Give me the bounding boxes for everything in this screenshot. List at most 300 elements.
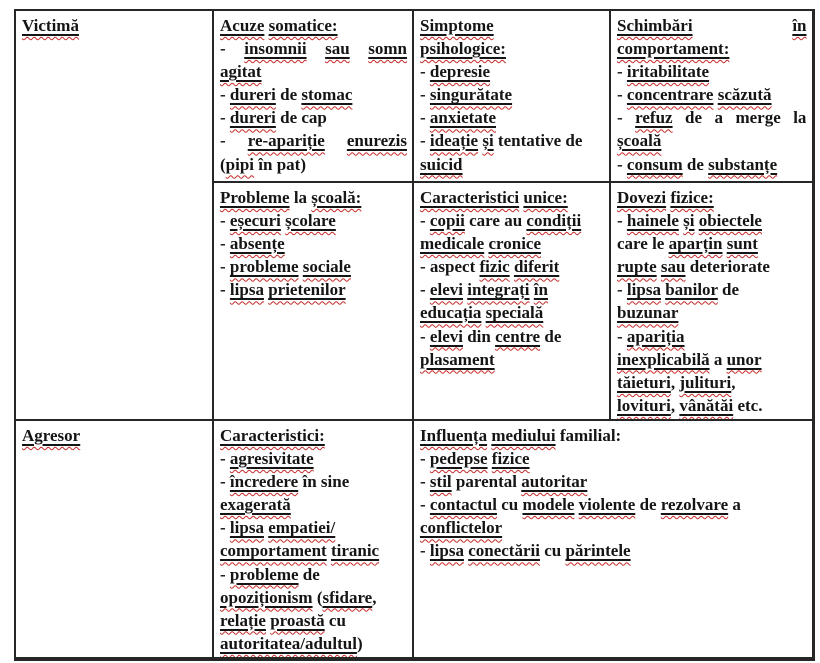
underlined-text: refuz: [635, 108, 673, 128]
text-line: [617, 106, 807, 129]
text-segment: [522, 495, 574, 514]
text-segment: -: [617, 211, 627, 231]
text-segment: [311, 188, 361, 207]
underlined-text: inexplicabilă: [617, 349, 710, 369]
text-line: [220, 493, 407, 516]
underlined-text: sociale: [302, 257, 351, 277]
underlined-text: aparțin: [668, 234, 723, 254]
text-segment: [661, 495, 728, 514]
text-segment: [523, 188, 567, 207]
underlined-text: obiectele: [698, 211, 762, 231]
text-segment: cu: [324, 610, 346, 630]
text-segment: de: [540, 326, 562, 346]
text-segment: -: [420, 108, 430, 128]
cell-simptome-psihologice: [413, 10, 610, 182]
underlined-text: somatice:: [268, 16, 338, 35]
text-segment: a: [728, 495, 741, 515]
underlined-text: Agresor: [22, 425, 81, 445]
underlined-text: Caracteristici: [420, 188, 520, 207]
text-segment: [230, 211, 281, 230]
text-segment: deteriorate: [685, 257, 770, 277]
text-line: [420, 106, 604, 129]
text-segment: (: [220, 154, 226, 174]
text-segment: pipi: [225, 154, 255, 174]
text-segment: [220, 62, 262, 81]
underlined-text: hainele: [626, 211, 679, 231]
text-segment: a: [709, 349, 727, 369]
text-segment: [665, 280, 718, 299]
text-segment: -: [220, 85, 230, 105]
text-segment: [420, 426, 487, 445]
text-segment: ,: [372, 587, 377, 607]
underlined-text: pedepse: [429, 449, 488, 469]
text-segment: [617, 396, 671, 415]
text-segment: [495, 327, 540, 346]
text-segment: [467, 280, 529, 299]
text-line: [220, 60, 407, 83]
text-segment: din: [462, 326, 496, 346]
text-segment: (: [312, 587, 323, 607]
text-segment: în sine: [298, 472, 350, 492]
text-segment: [617, 14, 693, 37]
text-segment: [492, 449, 530, 468]
text-line: [220, 106, 407, 129]
underlined-text: stomac: [301, 85, 353, 105]
underlined-text: dureri: [229, 85, 276, 105]
text-segment: [420, 234, 484, 253]
text-segment: [534, 280, 548, 299]
text-segment: [230, 565, 299, 584]
text-segment: -: [220, 472, 230, 492]
text-segment: [331, 541, 379, 560]
underlined-text: și: [482, 131, 494, 151]
text-line: [220, 586, 407, 609]
underlined-text: buzunar: [617, 303, 679, 323]
underlined-text: medicale: [420, 234, 485, 254]
text-line: [420, 278, 604, 301]
underlined-text: ideație: [429, 131, 479, 151]
text-segment: -: [420, 449, 430, 469]
underlined-text: sau: [325, 39, 350, 59]
text-segment: [679, 396, 733, 415]
text-segment: [430, 541, 464, 560]
text-segment: cu: [496, 495, 523, 515]
underlined-text: consum: [626, 154, 683, 174]
underlined-text: probleme: [229, 564, 299, 584]
text-segment: -: [420, 495, 430, 515]
text-segment: [669, 234, 723, 253]
text-segment: [270, 611, 324, 630]
underlined-text: modele: [522, 495, 575, 515]
text-segment: [627, 211, 679, 230]
underlined-text: lipsa: [429, 541, 464, 561]
text-segment: merge: [735, 108, 781, 128]
text-line: [220, 232, 407, 255]
text-segment: -: [617, 108, 623, 128]
text-segment: [627, 85, 714, 104]
text-line: [617, 371, 807, 394]
text-line: [420, 255, 604, 278]
underlined-text: dureri: [229, 108, 276, 128]
text-line: [220, 424, 407, 447]
underlined-text: sfidare: [322, 587, 373, 607]
text-line: [220, 447, 407, 470]
underlined-text: violente: [578, 495, 636, 515]
underlined-text: concentrare: [626, 85, 714, 105]
underlined-text: autoritatea/adultul: [220, 633, 357, 653]
text-segment: la: [793, 108, 807, 128]
underlined-text: insomnii: [244, 39, 307, 59]
underlined-text: plasament: [420, 349, 495, 369]
underlined-text: lipsa: [626, 280, 661, 300]
text-segment: [347, 129, 407, 152]
underlined-text: Influența: [420, 425, 488, 445]
text-segment: de: [682, 154, 709, 174]
text-segment: [368, 37, 407, 60]
text-segment: [220, 16, 264, 35]
text-line: [617, 209, 807, 232]
text-segment: [220, 634, 357, 653]
underlined-text: educația: [420, 303, 482, 323]
bullying-signs-table: [14, 9, 815, 661]
cell-influenta-mediu-familial: [413, 420, 813, 659]
underlined-text: încredere: [229, 472, 299, 492]
text-segment: -: [220, 234, 230, 254]
underlined-text: unice:: [523, 188, 568, 207]
underlined-text: agitat: [220, 62, 262, 82]
text-line: [420, 37, 604, 60]
text-line: [617, 153, 807, 176]
underlined-text: Victimă: [22, 16, 79, 35]
text-segment: de: [685, 108, 703, 128]
underlined-text: comportament: [220, 541, 327, 561]
cell-dovezi-fizice: [610, 182, 813, 420]
text-segment: [322, 588, 372, 607]
text-line: [220, 129, 407, 152]
text-segment: de cap: [275, 108, 327, 128]
text-line: [220, 539, 407, 562]
text-segment: [617, 39, 729, 58]
text-line: [220, 609, 407, 632]
text-line: [617, 325, 807, 348]
text-segment: [617, 131, 661, 150]
underlined-text: somn: [368, 39, 407, 59]
text-segment: [617, 350, 710, 369]
cell-caracteristici-unice: [413, 182, 610, 420]
underlined-text: re-apariție: [247, 131, 325, 151]
underlined-text: Simptome: [420, 16, 494, 35]
cell-victima: [15, 10, 213, 420]
underlined-text: banilor: [665, 280, 718, 300]
text-line: [220, 14, 407, 37]
text-segment: [268, 280, 345, 299]
table-body: [15, 10, 813, 659]
text-segment: [670, 188, 713, 207]
text-segment: familial:: [555, 425, 622, 445]
text-line: [220, 632, 407, 655]
text-line: [617, 394, 807, 417]
text-segment: în pat): [254, 154, 306, 174]
text-segment: -: [617, 85, 627, 105]
text-segment: -: [420, 541, 430, 561]
text-line: [617, 348, 807, 371]
text-segment: -: [617, 154, 627, 174]
text-segment: [718, 85, 772, 104]
text-segment: [230, 108, 276, 127]
text-line: [617, 278, 807, 301]
text-line: [220, 209, 407, 232]
underlined-text: contactul: [429, 495, 497, 515]
text-segment: -: [617, 62, 627, 82]
text-segment: ): [356, 633, 363, 653]
text-line: [420, 470, 807, 493]
text-line: [420, 209, 604, 232]
text-segment: [488, 234, 541, 253]
text-segment: [420, 350, 495, 369]
text-line: [220, 186, 407, 209]
table-row: [15, 10, 813, 182]
underlined-text: anxietate: [429, 108, 497, 128]
text-segment: de: [275, 85, 302, 105]
text-segment: [420, 39, 506, 58]
text-segment: [420, 16, 494, 35]
cell-caracteristici-agresor: [213, 420, 413, 659]
text-segment: de: [635, 495, 661, 515]
text-segment: parental: [451, 472, 522, 492]
underlined-text: fizice:: [670, 188, 714, 207]
underlined-text: în: [533, 280, 548, 300]
underlined-text: și: [683, 211, 695, 231]
underlined-text: autoritar: [521, 472, 588, 492]
text-line: [220, 470, 407, 493]
text-segment: -: [220, 39, 226, 59]
underlined-text: sunt: [726, 234, 758, 254]
text-segment: [220, 426, 325, 445]
text-segment: [627, 155, 683, 174]
text-line: [220, 563, 407, 586]
underlined-text: depresie: [429, 62, 491, 82]
text-segment: [430, 211, 465, 230]
text-segment: [268, 518, 335, 537]
text-segment: -: [420, 131, 430, 151]
text-segment: [285, 211, 336, 230]
text-segment: [22, 426, 80, 445]
text-line: [420, 186, 604, 209]
text-segment: [521, 472, 587, 491]
text-segment: cu: [539, 541, 566, 561]
text-segment: [420, 188, 519, 207]
text-line: [220, 278, 407, 301]
text-line: [617, 14, 807, 37]
text-line: [420, 424, 807, 447]
text-line: [220, 255, 407, 278]
text-segment: -: [617, 326, 627, 346]
underlined-text: unor: [726, 349, 762, 369]
text-segment: [220, 188, 290, 207]
text-segment: [468, 541, 540, 560]
cell-probleme-scoala: [213, 182, 413, 420]
underlined-text: mediului: [491, 425, 556, 445]
text-segment: [579, 495, 636, 514]
text-line: [420, 325, 604, 348]
text-segment: care le: [617, 234, 669, 254]
text-segment: [230, 472, 298, 491]
underlined-text: lovituri: [617, 395, 671, 415]
text-segment: [430, 280, 463, 299]
underlined-text: părintele: [565, 541, 631, 561]
text-segment: [220, 495, 291, 514]
text-segment: [482, 131, 493, 150]
underlined-text: prietenilor: [268, 280, 346, 300]
underlined-text: specială: [485, 303, 544, 323]
underlined-text: exagerată: [220, 495, 291, 515]
text-segment: [301, 85, 352, 104]
text-segment: ,: [670, 395, 680, 415]
underlined-text: școală: [617, 131, 662, 151]
text-segment: - aspect: [420, 257, 480, 277]
text-segment: [430, 472, 452, 491]
underlined-text: Dovezi: [617, 188, 667, 207]
text-segment: [708, 155, 777, 174]
text-segment: [230, 85, 276, 104]
underlined-text: școală:: [311, 188, 362, 207]
underlined-text: centre: [495, 326, 541, 346]
text-segment: ,: [731, 372, 736, 392]
cell-schimbari-comportament: [610, 10, 813, 182]
text-segment: [420, 155, 463, 174]
text-line: [220, 516, 407, 539]
text-segment: [420, 303, 481, 322]
text-segment: [727, 350, 762, 369]
text-line: [22, 14, 207, 37]
text-segment: [486, 303, 544, 322]
text-segment: -: [220, 131, 226, 151]
underlined-text: elevi: [429, 280, 463, 300]
text-line: [220, 83, 407, 106]
text-line: [420, 14, 604, 37]
text-line: [420, 232, 604, 255]
text-segment: [627, 280, 661, 299]
underlined-text: enurezis: [346, 131, 407, 151]
text-line: [617, 83, 807, 106]
underlined-text: relație: [220, 610, 266, 630]
text-line: [220, 153, 407, 176]
text-segment: -: [420, 211, 430, 231]
text-line: [617, 186, 807, 209]
text-segment: [617, 188, 666, 207]
text-segment: -: [420, 280, 430, 300]
text-segment: [430, 131, 478, 150]
text-segment: [792, 14, 806, 37]
text-segment: -: [420, 326, 430, 346]
text-segment: [430, 62, 490, 81]
text-line: [617, 129, 807, 152]
underlined-text: lipsa: [229, 280, 264, 300]
text-segment: [617, 303, 678, 322]
text-line: [420, 60, 604, 83]
underlined-text: psihologice:: [420, 39, 506, 59]
text-line: [617, 37, 807, 60]
text-line: [420, 153, 604, 176]
text-segment: [230, 518, 264, 537]
text-segment: [230, 234, 285, 253]
underlined-text: julituri: [679, 372, 732, 392]
text-segment: [635, 106, 672, 129]
text-segment: -: [220, 108, 230, 128]
underlined-text: singurătate: [429, 85, 513, 105]
text-segment: ,: [670, 372, 680, 392]
underlined-text: stil: [429, 472, 452, 492]
text-line: [617, 301, 807, 324]
underlined-text: condiții: [526, 211, 582, 231]
underlined-text: Caracteristici:: [220, 425, 325, 445]
text-line: [420, 516, 807, 539]
text-segment: -: [220, 280, 230, 300]
text-segment: [617, 257, 657, 276]
text-segment: [699, 211, 762, 230]
table-row: [15, 420, 813, 659]
underlined-text: agresivitate: [229, 449, 314, 469]
underlined-text: empatiei/: [268, 518, 336, 538]
underlined-text: Probleme: [220, 188, 290, 207]
underlined-text: școlare: [285, 211, 336, 231]
text-segment: [430, 85, 512, 104]
underlined-text: cronice: [488, 234, 542, 254]
underlined-text: probleme: [229, 257, 299, 277]
text-segment: [514, 257, 559, 276]
underlined-text: vânătăi: [679, 395, 734, 415]
text-line: [617, 60, 807, 83]
text-line: [617, 255, 807, 278]
underlined-text: fizic: [479, 257, 510, 277]
underlined-text: integrați: [467, 280, 530, 300]
underlined-text: apariția: [626, 326, 685, 346]
text-segment: [244, 37, 306, 60]
text-segment: etc.: [733, 395, 763, 415]
underlined-text: rupte: [617, 257, 657, 277]
underlined-text: iritabilitate: [626, 62, 710, 82]
text-segment: [230, 257, 299, 276]
text-line: [420, 83, 604, 106]
underlined-text: Schimbări: [617, 16, 693, 35]
text-line: [420, 129, 604, 152]
text-segment: [325, 37, 350, 60]
text-segment: [627, 62, 709, 81]
text-line: [420, 301, 604, 324]
text-segment: [420, 518, 502, 537]
text-line: [420, 539, 807, 562]
text-segment: [526, 211, 581, 230]
text-segment: de: [298, 564, 320, 584]
text-segment: -: [220, 564, 230, 584]
text-segment: [220, 588, 313, 607]
underlined-text: Acuze: [220, 16, 265, 35]
text-segment: -: [420, 62, 430, 82]
text-segment: [679, 373, 731, 392]
text-segment: [683, 211, 694, 230]
text-segment: [627, 327, 685, 346]
underlined-text: proastă: [270, 610, 325, 630]
underlined-text: conectării: [468, 541, 540, 561]
text-line: [22, 424, 207, 447]
underlined-text: absențe: [229, 234, 285, 254]
text-segment: [430, 327, 463, 346]
underlined-text: elevi: [429, 326, 463, 346]
underlined-text: diferit: [513, 257, 560, 277]
underlined-text: scăzută: [717, 85, 772, 105]
underlined-text: fizice: [491, 449, 530, 469]
text-segment: -: [617, 280, 627, 300]
